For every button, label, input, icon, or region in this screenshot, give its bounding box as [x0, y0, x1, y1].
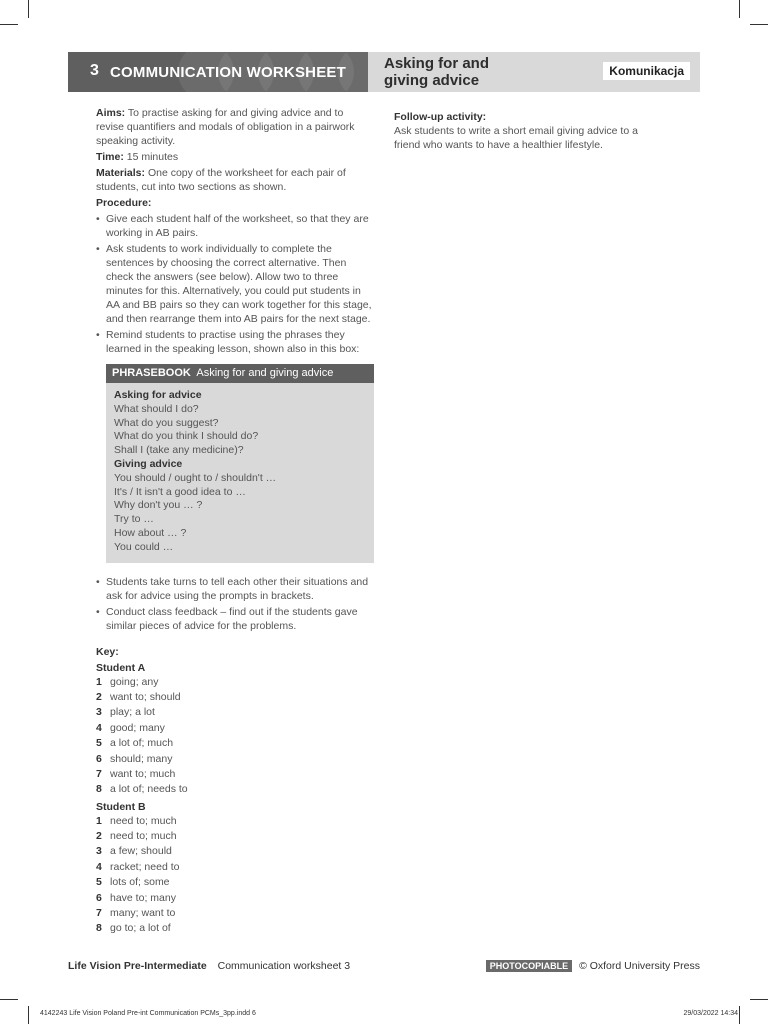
crop-mark — [750, 999, 768, 1000]
phrase-item: How about … ? — [114, 526, 187, 539]
answer-item: 6 should; many — [96, 752, 173, 765]
asking-advice-heading: Asking for advice — [114, 389, 202, 401]
procedure-step: • Ask students to work individually to complete the sentences by choosing the correct alternative. Then check the answers (see below). Allow two to three minutes for this. Alternatively, you could put students in AA and BB pairs so they can work together for this stage, and then rearrange them into AB pairs for the next stage. — [96, 242, 374, 326]
phrase-item: You should / ought to / shouldn't … — [114, 471, 277, 484]
answer-item: 3 a few; should — [96, 845, 172, 858]
photocopiable-tag: PHOTOCOPIABLE — [486, 960, 572, 972]
answer-item: 1 going; any — [96, 675, 159, 688]
phrase-item: Try to … — [114, 513, 154, 526]
footer-copyright — [486, 960, 700, 972]
aims-text: To practise asking for and giving advice and to revise quantifiers and modals of obligation in a pairwork speaking activity. — [96, 107, 355, 147]
answer-item: 5 lots of; some — [96, 876, 170, 889]
worksheet-header — [68, 52, 368, 92]
student-a-answers — [96, 675, 374, 798]
aims-label: Aims: — [96, 107, 126, 119]
student-a-heading: Student A — [96, 661, 146, 674]
answer-item: 2 need to; much — [96, 830, 177, 843]
phrasebook-tag: PHRASEBOOK — [112, 367, 191, 379]
student-b-answers — [96, 814, 374, 937]
time-paragraph — [96, 150, 374, 164]
follow-up-column — [394, 108, 664, 154]
phrase-item: Shall I (take any medicine)? — [114, 444, 244, 457]
crop-mark — [739, 0, 740, 18]
answer-item: 7 want to; much — [96, 767, 176, 780]
time-label: Time: — [96, 151, 124, 163]
procedure-heading: Procedure: — [96, 197, 152, 209]
phrase-item: You could … — [114, 540, 174, 553]
worksheet-title: COMMUNICATION WORKSHEET — [110, 64, 346, 81]
follow-up-text: Ask students to write a short email giving advice to a friend who wants to have a healthier lifestyle. — [394, 125, 638, 151]
answer-item: 4 racket; need to — [96, 860, 180, 873]
key-heading: Key: — [96, 645, 119, 658]
materials-text: One copy of the worksheet for each pair of students, cut into two sections as shown. — [96, 167, 346, 193]
crop-mark — [0, 999, 18, 1000]
procedure-list-continued — [96, 575, 374, 633]
crop-mark — [739, 1006, 740, 1024]
language-badge: Komunikacja — [603, 62, 690, 80]
phrase-item: What should I do? — [114, 402, 199, 415]
crop-mark — [28, 1006, 29, 1024]
procedure-step: • Remind students to practise using the phrases they learned in the speaking lesson, shown also in this box: — [96, 328, 374, 356]
answer-item: 8 go to; a lot of — [96, 922, 171, 935]
footer-worksheet-label: Communication worksheet 3 — [217, 960, 351, 972]
answer-item: 4 good; many — [96, 721, 165, 734]
copyright-text: © Oxford University Press — [579, 960, 700, 972]
answer-item: 5 a lot of; much — [96, 737, 174, 750]
giving-advice-heading: Giving advice — [114, 457, 183, 470]
materials-paragraph — [96, 166, 374, 194]
materials-label: Materials: — [96, 167, 146, 179]
phrase-item: Why don't you … ? — [114, 499, 203, 512]
procedure-step: • Give each student half of the worksheet, so that they are working in AB pairs. — [96, 212, 374, 240]
footer-book-title: Life Vision Pre-Intermediate — [68, 960, 207, 972]
header-topic-band — [368, 52, 700, 92]
footer-book-info — [68, 960, 350, 972]
procedure-list — [96, 212, 374, 356]
phrasebook-title: Asking for and giving advice — [196, 367, 334, 379]
print-slug-file: 4142243 Life Vision Poland Pre-int Communication PCMs_3pp.indd 6 — [40, 1010, 256, 1017]
answer-item: 3 play; a lot — [96, 706, 155, 719]
crop-mark — [0, 24, 18, 25]
aims-paragraph — [96, 106, 374, 148]
worksheet-number: 3 — [90, 62, 99, 79]
time-text: 15 minutes — [123, 151, 179, 163]
phrasebook-body — [106, 383, 374, 563]
phrase-item: What do you think I should do? — [114, 430, 259, 443]
follow-up-heading: Follow-up activity: — [394, 111, 487, 123]
print-slug-date: 29/03/2022 14:34 — [683, 1010, 738, 1017]
phrase-item: What do you suggest? — [114, 416, 219, 429]
procedure-step: • Conduct class feedback – find out if the students gave similar pieces of advice for the problems. — [96, 605, 374, 633]
phrase-item: It's / It isn't a good idea to … — [114, 485, 246, 498]
answer-item: 7 many; want to — [96, 907, 176, 920]
teacher-notes-column — [96, 106, 374, 937]
student-b-heading: Student B — [96, 800, 146, 813]
crop-mark — [750, 24, 768, 25]
procedure-step: • Students take turns to tell each other their situations and ask for advice using the prompts in brackets. — [96, 575, 374, 603]
answer-item: 1 need to; much — [96, 814, 177, 827]
answer-item: 6 have to; many — [96, 891, 176, 904]
phrasebook-box — [106, 364, 374, 563]
phrasebook-header — [106, 364, 374, 383]
crop-mark — [28, 0, 29, 18]
answer-item: 8 a lot of; needs to — [96, 783, 188, 796]
worksheet-subtitle: Asking for and giving advice — [384, 55, 490, 89]
answer-item: 2 want to; should — [96, 690, 181, 703]
